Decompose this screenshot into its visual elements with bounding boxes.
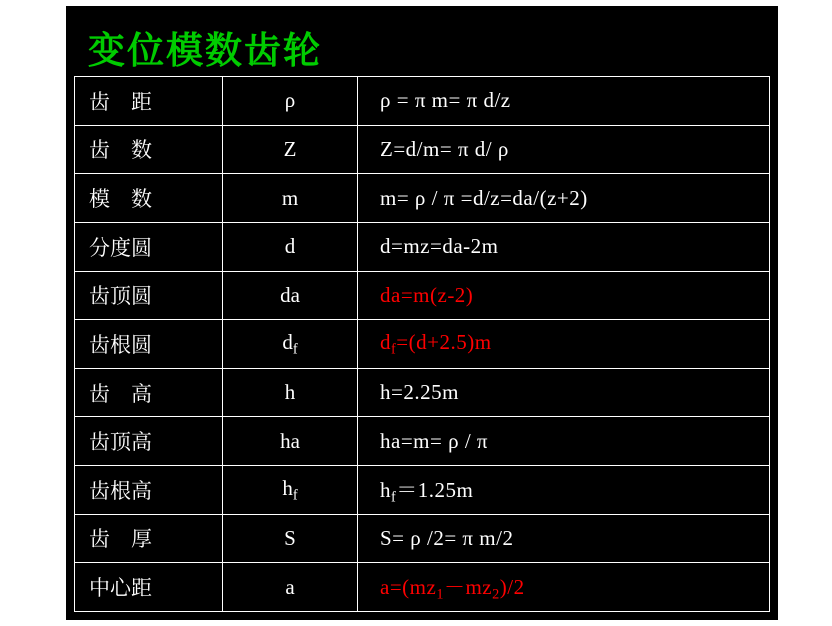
table-row bbox=[75, 125, 770, 174]
parameter-name-cell: 齿根高 bbox=[75, 466, 223, 515]
table-row bbox=[75, 417, 770, 466]
parameter-name-cell: 齿 高 bbox=[75, 368, 223, 417]
slide-canvas bbox=[66, 6, 778, 620]
parameter-symbol-cell: ρ bbox=[223, 77, 358, 126]
parameter-formula-cell: d=mz=da-2m bbox=[358, 222, 770, 271]
table-row bbox=[75, 222, 770, 271]
parameter-symbol-cell: ha bbox=[223, 417, 358, 466]
parameter-formula-cell: da=m(z-2) bbox=[358, 271, 770, 320]
parameter-symbol-cell: m bbox=[223, 174, 358, 223]
parameter-formula-cell: $h_f=1.25m$ bbox=[358, 466, 770, 515]
table-row bbox=[75, 563, 770, 612]
parameter-name-cell: 齿顶高 bbox=[75, 417, 223, 466]
parameter-symbol-cell: $d_f$ bbox=[223, 320, 358, 369]
parameter-formula-cell: ρ = π m= π d/z bbox=[358, 77, 770, 126]
parameter-name-cell: 齿根圆 bbox=[75, 320, 223, 369]
parameter-formula-cell: h=2.25m bbox=[358, 368, 770, 417]
parameter-symbol-cell: $h_f$ bbox=[223, 466, 358, 515]
table-row bbox=[75, 368, 770, 417]
parameter-formula-cell: $a=(mz_1-mz_2)/2$ bbox=[358, 563, 770, 612]
parameter-symbol-cell: da bbox=[223, 271, 358, 320]
table-row bbox=[75, 77, 770, 126]
table-row bbox=[75, 514, 770, 563]
parameter-symbol-cell: Z bbox=[223, 125, 358, 174]
page-title: 变位模数齿轮 bbox=[88, 30, 322, 71]
parameter-formula-cell: m= ρ / π =d/z=da/(z+2) bbox=[358, 174, 770, 223]
parameter-name-cell: 齿 距 bbox=[75, 77, 223, 126]
parameter-formula-cell: ha=m= ρ / π bbox=[358, 417, 770, 466]
table-row bbox=[75, 174, 770, 223]
parameter-name-cell: 中心距 bbox=[75, 563, 223, 612]
table-row bbox=[75, 271, 770, 320]
parameter-name-cell: 齿顶圆 bbox=[75, 271, 223, 320]
gear-parameters-table bbox=[74, 76, 770, 612]
parameter-symbol-cell: h bbox=[223, 368, 358, 417]
parameter-symbol-cell: a bbox=[223, 563, 358, 612]
parameter-formula-cell: $d_f=(d+2.5)m$ bbox=[358, 320, 770, 369]
table bbox=[74, 76, 770, 612]
table-row bbox=[75, 320, 770, 369]
parameter-name-cell: 齿 数 bbox=[75, 125, 223, 174]
parameter-formula-cell: Z=d/m= π d/ ρ bbox=[358, 125, 770, 174]
parameter-name-cell: 分度圆 bbox=[75, 222, 223, 271]
parameter-name-cell: 模 数 bbox=[75, 174, 223, 223]
parameter-formula-cell: S= ρ /2= π m/2 bbox=[358, 514, 770, 563]
parameter-name-cell: 齿 厚 bbox=[75, 514, 223, 563]
parameter-symbol-cell: S bbox=[223, 514, 358, 563]
table-body bbox=[75, 77, 770, 612]
parameter-symbol-cell: d bbox=[223, 222, 358, 271]
table-row bbox=[75, 466, 770, 515]
